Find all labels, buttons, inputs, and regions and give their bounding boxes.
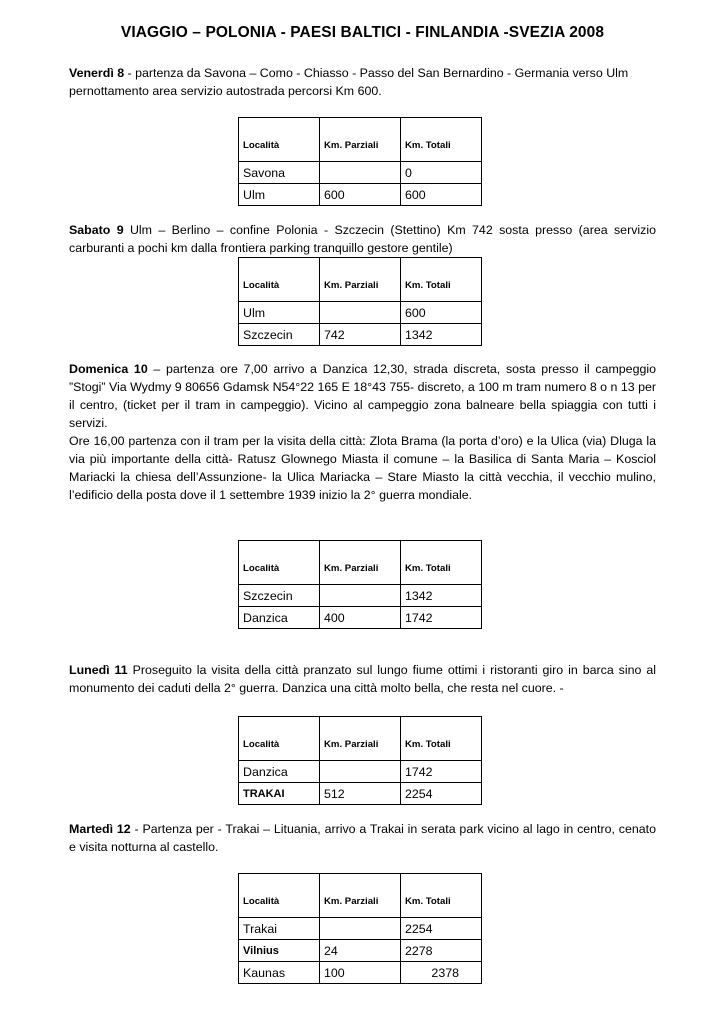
day-entry-domenica — [69, 360, 656, 504]
cell-partial — [320, 585, 401, 607]
table-row — [239, 962, 482, 984]
table-row — [239, 940, 482, 962]
km-table-martedi — [238, 873, 482, 984]
cell-total: 1342 — [401, 585, 482, 607]
cell-partial: 100 — [320, 962, 401, 984]
cell-total: 1342 — [401, 324, 482, 346]
day-label: Lunedì 11 — [69, 663, 128, 677]
header-km-parziali: Km. Parziali — [320, 874, 401, 918]
table-row — [239, 607, 482, 629]
table-header-row — [239, 874, 482, 918]
table-row — [239, 324, 482, 346]
table-row — [239, 585, 482, 607]
cell-total: 2278 — [401, 940, 482, 962]
cell-place: Ulm — [239, 302, 320, 324]
cell-place: Ulm — [239, 184, 320, 206]
cell-place: TRAKAI — [239, 783, 320, 805]
table-row — [239, 184, 482, 206]
day-label: Martedì 12 — [69, 822, 131, 836]
cell-partial: 512 — [320, 783, 401, 805]
day-label: Venerdì 8 — [69, 66, 125, 80]
header-km-parziali: Km. Parziali — [320, 258, 401, 302]
table-row — [239, 302, 482, 324]
cell-place: Kaunas — [239, 962, 320, 984]
table-row — [239, 918, 482, 940]
header-localita: Località — [239, 874, 320, 918]
day-text: - Partenza per - Trakai – Lituania, arrivo a Trakai in serata park vicino al lago in centro, cenato e visita notturna al castello. — [69, 822, 656, 854]
cell-place: Danzica — [239, 761, 320, 783]
km-table-venerdi — [238, 117, 482, 206]
table-header-row — [239, 541, 482, 585]
cell-partial — [320, 162, 401, 184]
table-row — [239, 761, 482, 783]
cell-partial: 400 — [320, 607, 401, 629]
cell-total: 1742 — [401, 607, 482, 629]
document-title: VIAGGIO – POLONIA - PAESI BALTICI - FINLANDIA -SVEZIA 2008 — [120, 24, 605, 41]
km-table-lunedi — [238, 716, 482, 805]
header-km-parziali: Km. Parziali — [320, 118, 401, 162]
cell-partial — [320, 761, 401, 783]
cell-total: 0 — [401, 162, 482, 184]
cell-total: 600 — [401, 184, 482, 206]
day-entry-lunedi — [69, 661, 656, 697]
cell-place: Danzica — [239, 607, 320, 629]
table-header-row — [239, 717, 482, 761]
table-header-row — [239, 118, 482, 162]
day-entry-martedi — [69, 820, 656, 856]
header-localita: Località — [239, 118, 320, 162]
header-km-totali: Km. Totali — [401, 717, 482, 761]
cell-partial: 600 — [320, 184, 401, 206]
table-row — [239, 162, 482, 184]
header-localita: Località — [239, 541, 320, 585]
day-label: Domenica 10 — [69, 362, 148, 376]
km-table-domenica — [238, 540, 482, 629]
day-text: Proseguito la visita della città pranzato sul lungo fiume ottimi i ristoranti giro in barca sino al monumento dei caduti della 2° guerra. Danzica una città molto bella, che resta nel cuore. - — [69, 663, 656, 695]
table-row — [239, 783, 482, 805]
cell-place: Szczecin — [239, 324, 320, 346]
cell-total: 1742 — [401, 761, 482, 783]
day-text: - partenza da Savona – Como - Chiasso - Passo del San Bernardino - Germania verso Ulm pernottamento area servizio autostrada percorsi Km 600. — [69, 66, 629, 98]
km-table-sabato — [238, 257, 482, 346]
header-km-totali: Km. Totali — [401, 258, 482, 302]
day-text: Ulm – Berlino – confine Polonia - Szczecin (Stettino) Km 742 sosta presso (area servizio carburanti a pochi km dalla frontiera parking tranquillo gestore gentile) — [69, 223, 656, 255]
header-localita: Località — [239, 258, 320, 302]
table-header-row — [239, 258, 482, 302]
cell-total: 2254 — [401, 918, 482, 940]
header-km-totali: Km. Totali — [401, 118, 482, 162]
cell-place: Vilnius — [239, 940, 320, 962]
day-entry-venerdi — [69, 64, 656, 100]
cell-total: 2378 — [401, 962, 482, 984]
header-km-parziali: Km. Parziali — [320, 717, 401, 761]
cell-place: Trakai — [239, 918, 320, 940]
cell-partial — [320, 918, 401, 940]
day-text: – partenza ore 7,00 arrivo a Danzica 12,30, strada discreta, sosta presso il campeggio ”Stogi” Via Wydmy 9 80656 Gdamsk N54°22 165 E 18°43 755- discreto, a 100 m tram numero 8 o n 13 per il centro, (ticket per il tram in campeggio). Vicino al campeggio zona balneare bella spiaggia con tutti i servizi. — [69, 362, 656, 430]
day-label: Sabato 9 — [69, 223, 124, 237]
day-entry-sabato — [69, 221, 656, 257]
cell-place: Szczecin — [239, 585, 320, 607]
day-text-continued: Ore 16,00 partenza con il tram per la visita della città: Zlota Brama (la porta d’oro) e la Ulica (via) Dluga la via più importante della città- Ratusz Glownego Miasta il comune – la Basilica di Santa Maria – Kosciol Mariacki la chiesa dell’Assunzione- la Ulica Mariacka – Stare Miasto la città vecchia, il vecchio mulino, l’edificio della posta dove il 1 settembre 1939 inizio la 2° guerra mondiale. — [69, 434, 656, 502]
cell-place: Savona — [239, 162, 320, 184]
cell-partial — [320, 302, 401, 324]
header-km-parziali: Km. Parziali — [320, 541, 401, 585]
cell-total: 2254 — [401, 783, 482, 805]
cell-partial: 24 — [320, 940, 401, 962]
header-km-totali: Km. Totali — [401, 874, 482, 918]
cell-partial: 742 — [320, 324, 401, 346]
header-km-totali: Km. Totali — [401, 541, 482, 585]
cell-total: 600 — [401, 302, 482, 324]
header-localita: Località — [239, 717, 320, 761]
